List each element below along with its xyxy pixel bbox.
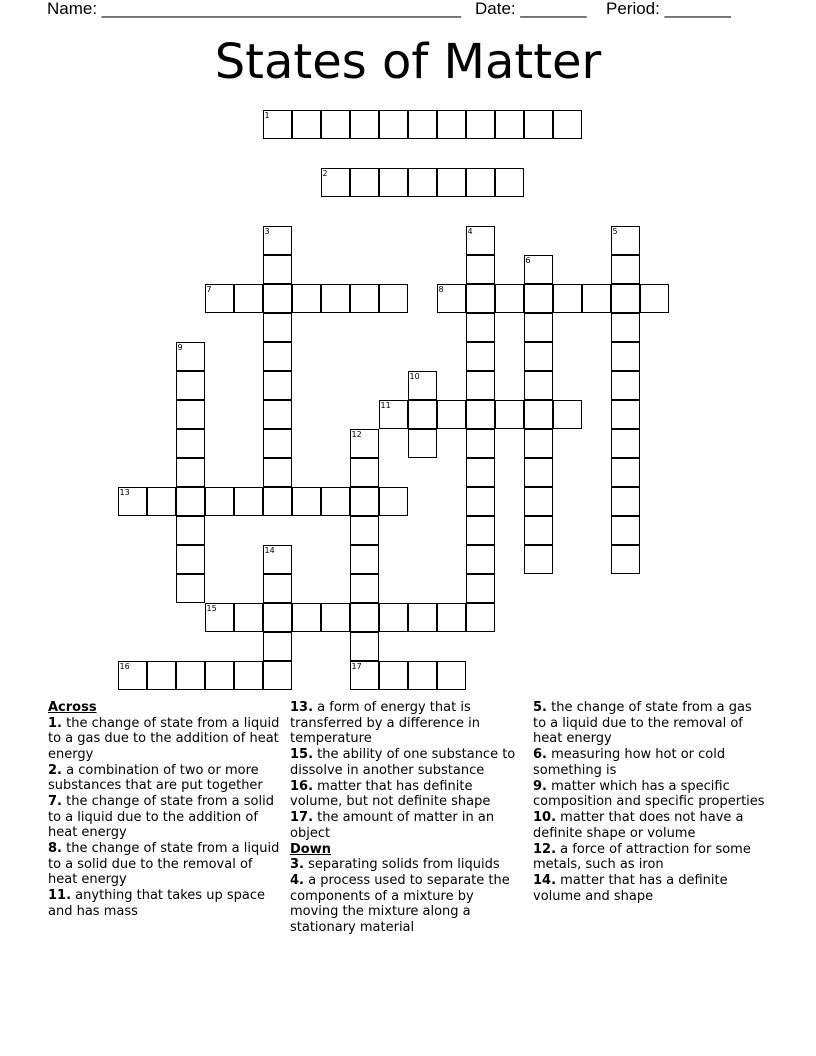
grid-cell[interactable] [234,284,263,313]
clue-number: 5 [612,227,618,236]
grid-cell[interactable] [263,110,292,139]
grid-cell[interactable] [466,487,495,516]
across-clue [48,841,280,888]
grid-cell[interactable] [350,516,379,545]
grid-cell[interactable] [205,603,234,632]
grid-cell[interactable] [176,342,205,371]
grid-cell[interactable] [611,255,640,284]
clue-number: 11 [380,401,391,410]
grid-cell[interactable] [350,284,379,313]
across-clue [48,888,280,919]
grid-cell[interactable] [263,226,292,255]
grid-cell[interactable] [263,661,292,690]
grid-cell[interactable] [553,110,582,139]
grid-cell[interactable] [466,255,495,284]
down-clue [533,810,765,841]
clue-text: matter which has a specific composition and specific properties [533,778,765,809]
clue-number: 1 [264,111,270,120]
across-clue [48,716,280,763]
clue-label: 9. [533,778,547,794]
grid-cell[interactable] [611,371,640,400]
clue-label: 15. [290,747,314,762]
grid-cell[interactable] [176,487,205,516]
grid-cell[interactable] [350,545,379,574]
grid-cell[interactable] [176,400,205,429]
clue-column-1 [48,700,280,920]
clue-text: the amount of matter in an object [290,810,495,841]
grid-cell[interactable] [408,400,437,429]
grid-cell[interactable] [524,255,553,284]
grid-cell[interactable] [263,545,292,574]
grid-cell[interactable] [234,661,263,690]
clue-label: 8. [48,841,62,856]
down-clue [290,873,516,935]
clue-label: 1. [48,715,62,731]
grid-cell[interactable] [524,284,553,313]
period-field[interactable]: Period: _______ [606,0,731,18]
clue-label: 11. [48,888,72,903]
grid-cell[interactable] [350,632,379,661]
grid-cell[interactable] [437,400,466,429]
grid-cell[interactable] [611,400,640,429]
across-clue [290,810,516,841]
clue-text: a process used to separate the components of a mixture by moving the mixture along a stationary material [290,873,510,935]
date-field[interactable]: Date: _______ [475,0,587,18]
grid-cell[interactable] [611,313,640,342]
grid-cell[interactable] [611,284,640,313]
down-clue [533,842,765,873]
grid-cell[interactable] [524,342,553,371]
down-clue [290,857,516,873]
grid-cell[interactable] [582,284,611,313]
grid-cell[interactable] [466,400,495,429]
clue-number: 10 [409,372,420,381]
grid-cell[interactable] [350,110,379,139]
across-clue [290,779,516,810]
grid-cell[interactable] [611,458,640,487]
grid-cell[interactable] [292,603,321,632]
grid-cell[interactable] [350,574,379,603]
clue-text: the change of state from a gas to a liquid due to the removal of heat energy [533,700,752,746]
grid-cell[interactable] [379,110,408,139]
grid-cell[interactable] [640,284,669,313]
grid-cell[interactable] [263,603,292,632]
across-clue [290,700,516,747]
grid-cell[interactable] [408,371,437,400]
grid-cell[interactable] [379,284,408,313]
grid-cell[interactable] [234,487,263,516]
grid-cell[interactable] [408,661,437,690]
across-clue [48,763,280,794]
grid-cell[interactable] [437,603,466,632]
clue-text: the change of state from a liquid to a gas due to the addition of heat energy [48,715,280,762]
grid-cell[interactable] [205,487,234,516]
grid-cell[interactable] [524,545,553,574]
clue-text: separating solids from liquids [303,857,500,872]
grid-cell[interactable] [495,284,524,313]
grid-cell[interactable] [379,487,408,516]
clue-text: measuring how hot or cold something is [533,747,726,778]
clue-text: the ability of one substance to dissolve in another substance [290,747,516,778]
clue-number: 6 [525,256,531,265]
grid-cell[interactable] [147,661,176,690]
grid-cell[interactable] [611,487,640,516]
clue-number: 2 [322,169,328,178]
grid-cell[interactable] [263,574,292,603]
across-clue-list-continued [290,700,516,841]
clue-column-2 [290,700,516,936]
grid-cell[interactable] [495,110,524,139]
grid-cell[interactable] [524,429,553,458]
clue-label: 2. [48,762,62,778]
grid-cell[interactable] [263,458,292,487]
grid-cell[interactable] [176,661,205,690]
clue-text: matter that does not have a definite shape or volume [533,810,744,841]
grid-cell[interactable] [147,487,176,516]
clue-label: 10. [533,810,557,825]
down-clue-list-continued [533,700,765,904]
down-heading: Down [290,841,331,857]
grid-cell[interactable] [611,429,640,458]
grid-cell[interactable] [466,284,495,313]
across-heading: Across [48,700,97,715]
grid-cell[interactable] [263,371,292,400]
down-clue [533,873,765,904]
grid-cell[interactable] [263,342,292,371]
clue-label: 17. [290,810,314,825]
grid-cell[interactable] [263,429,292,458]
grid-cell[interactable] [379,603,408,632]
grid-cell[interactable] [176,458,205,487]
grid-cell[interactable] [466,110,495,139]
grid-cell[interactable] [176,429,205,458]
clue-number: 13 [119,488,130,497]
grid-cell[interactable] [524,458,553,487]
grid-cell[interactable] [379,661,408,690]
down-clue [533,779,765,810]
grid-cell[interactable] [466,168,495,197]
name-field[interactable]: Name: ______________________________________ [47,0,462,18]
grid-cell[interactable] [524,400,553,429]
grid-cell[interactable] [263,284,292,313]
grid-cell[interactable] [321,284,350,313]
grid-cell[interactable] [176,545,205,574]
grid-cell[interactable] [553,400,582,429]
grid-cell[interactable] [321,487,350,516]
grid-cell[interactable] [408,168,437,197]
grid-cell[interactable] [321,110,350,139]
grid-cell[interactable] [292,284,321,313]
grid-cell[interactable] [466,545,495,574]
down-clue [533,700,765,747]
clue-number: 8 [438,285,444,294]
grid-cell[interactable] [466,371,495,400]
grid-cell[interactable] [524,313,553,342]
clue-label: 3. [290,857,304,872]
grid-cell[interactable] [524,110,553,139]
grid-cell[interactable] [263,632,292,661]
grid-cell[interactable] [176,371,205,400]
grid-cell[interactable] [611,545,640,574]
clue-label: 12. [533,841,557,857]
grid-cell[interactable] [466,429,495,458]
grid-cell[interactable] [466,313,495,342]
grid-cell[interactable] [263,255,292,284]
page-title: States of Matter [214,34,602,90]
clue-text: a form of energy that is transferred by a difference in temperature [290,700,480,746]
grid-cell[interactable] [437,661,466,690]
grid-cell[interactable] [321,168,350,197]
clue-text: a force of attraction for some metals, such as iron [533,841,751,872]
clue-label: 5. [533,700,547,715]
clue-number: 7 [206,285,212,294]
clue-number: 17 [351,662,362,671]
grid-cell[interactable] [205,661,234,690]
across-clue-list [48,716,280,920]
clue-text: anything that takes up space and has mass [48,888,265,919]
grid-cell[interactable] [437,110,466,139]
grid-cell[interactable] [292,110,321,139]
clue-text: the change of state from a solid to a liquid due to the addition of heat energy [48,794,274,840]
grid-cell[interactable] [350,487,379,516]
clue-text: matter that has definite volume, but not definite shape [290,778,491,809]
grid-cell[interactable] [205,284,234,313]
grid-cell[interactable] [437,284,466,313]
grid-cell[interactable] [350,458,379,487]
grid-cell[interactable] [466,226,495,255]
grid-cell[interactable] [263,400,292,429]
grid-cell[interactable] [263,487,292,516]
clue-number: 9 [177,343,183,352]
grid-cell[interactable] [466,342,495,371]
clue-number: 12 [351,430,362,439]
grid-cell[interactable] [408,429,437,458]
grid-cell[interactable] [553,284,582,313]
grid-cell[interactable] [524,516,553,545]
clue-text: a combination of two or more substances that are put together [48,762,263,793]
clue-number: 15 [206,604,217,613]
grid-cell[interactable] [118,661,147,690]
clue-text: the change of state from a liquid to a solid due to the removal of heat energy [48,841,280,887]
grid-cell[interactable] [176,516,205,545]
grid-cell[interactable] [466,603,495,632]
grid-cell[interactable] [350,661,379,690]
grid-cell[interactable] [466,516,495,545]
grid-cell[interactable] [408,603,437,632]
clue-label: 4. [290,873,304,888]
grid-cell[interactable] [379,400,408,429]
clue-text: matter that has a definite volume and shape [533,873,728,904]
clue-number: 3 [264,227,270,236]
grid-cell[interactable] [176,574,205,603]
across-clue [48,794,280,841]
clue-column-3 [533,700,765,905]
grid-cell[interactable] [292,487,321,516]
grid-cell[interactable] [408,110,437,139]
grid-cell[interactable] [466,574,495,603]
grid-cell[interactable] [350,603,379,632]
grid-cell[interactable] [611,226,640,255]
grid-cell[interactable] [495,400,524,429]
grid-cell[interactable] [263,313,292,342]
grid-cell[interactable] [437,168,466,197]
grid-cell[interactable] [379,168,408,197]
down-clue-list [290,857,516,935]
grid-cell[interactable] [611,342,640,371]
clue-label: 6. [533,747,547,762]
grid-cell[interactable] [350,429,379,458]
grid-cell[interactable] [466,458,495,487]
grid-cell[interactable] [350,168,379,197]
clue-number: 14 [264,546,275,555]
grid-cell[interactable] [524,371,553,400]
grid-cell[interactable] [118,487,147,516]
clue-label: 14. [533,873,557,888]
clue-label: 13. [290,700,314,715]
grid-cell[interactable] [234,603,263,632]
grid-cell[interactable] [321,603,350,632]
grid-cell[interactable] [495,168,524,197]
grid-cell[interactable] [524,487,553,516]
across-clue [290,747,516,778]
clue-number: 4 [467,227,473,236]
clue-label: 7. [48,794,62,809]
down-clue [533,747,765,778]
clue-label: 16. [290,778,314,794]
grid-cell[interactable] [611,516,640,545]
clue-number: 16 [119,662,130,671]
